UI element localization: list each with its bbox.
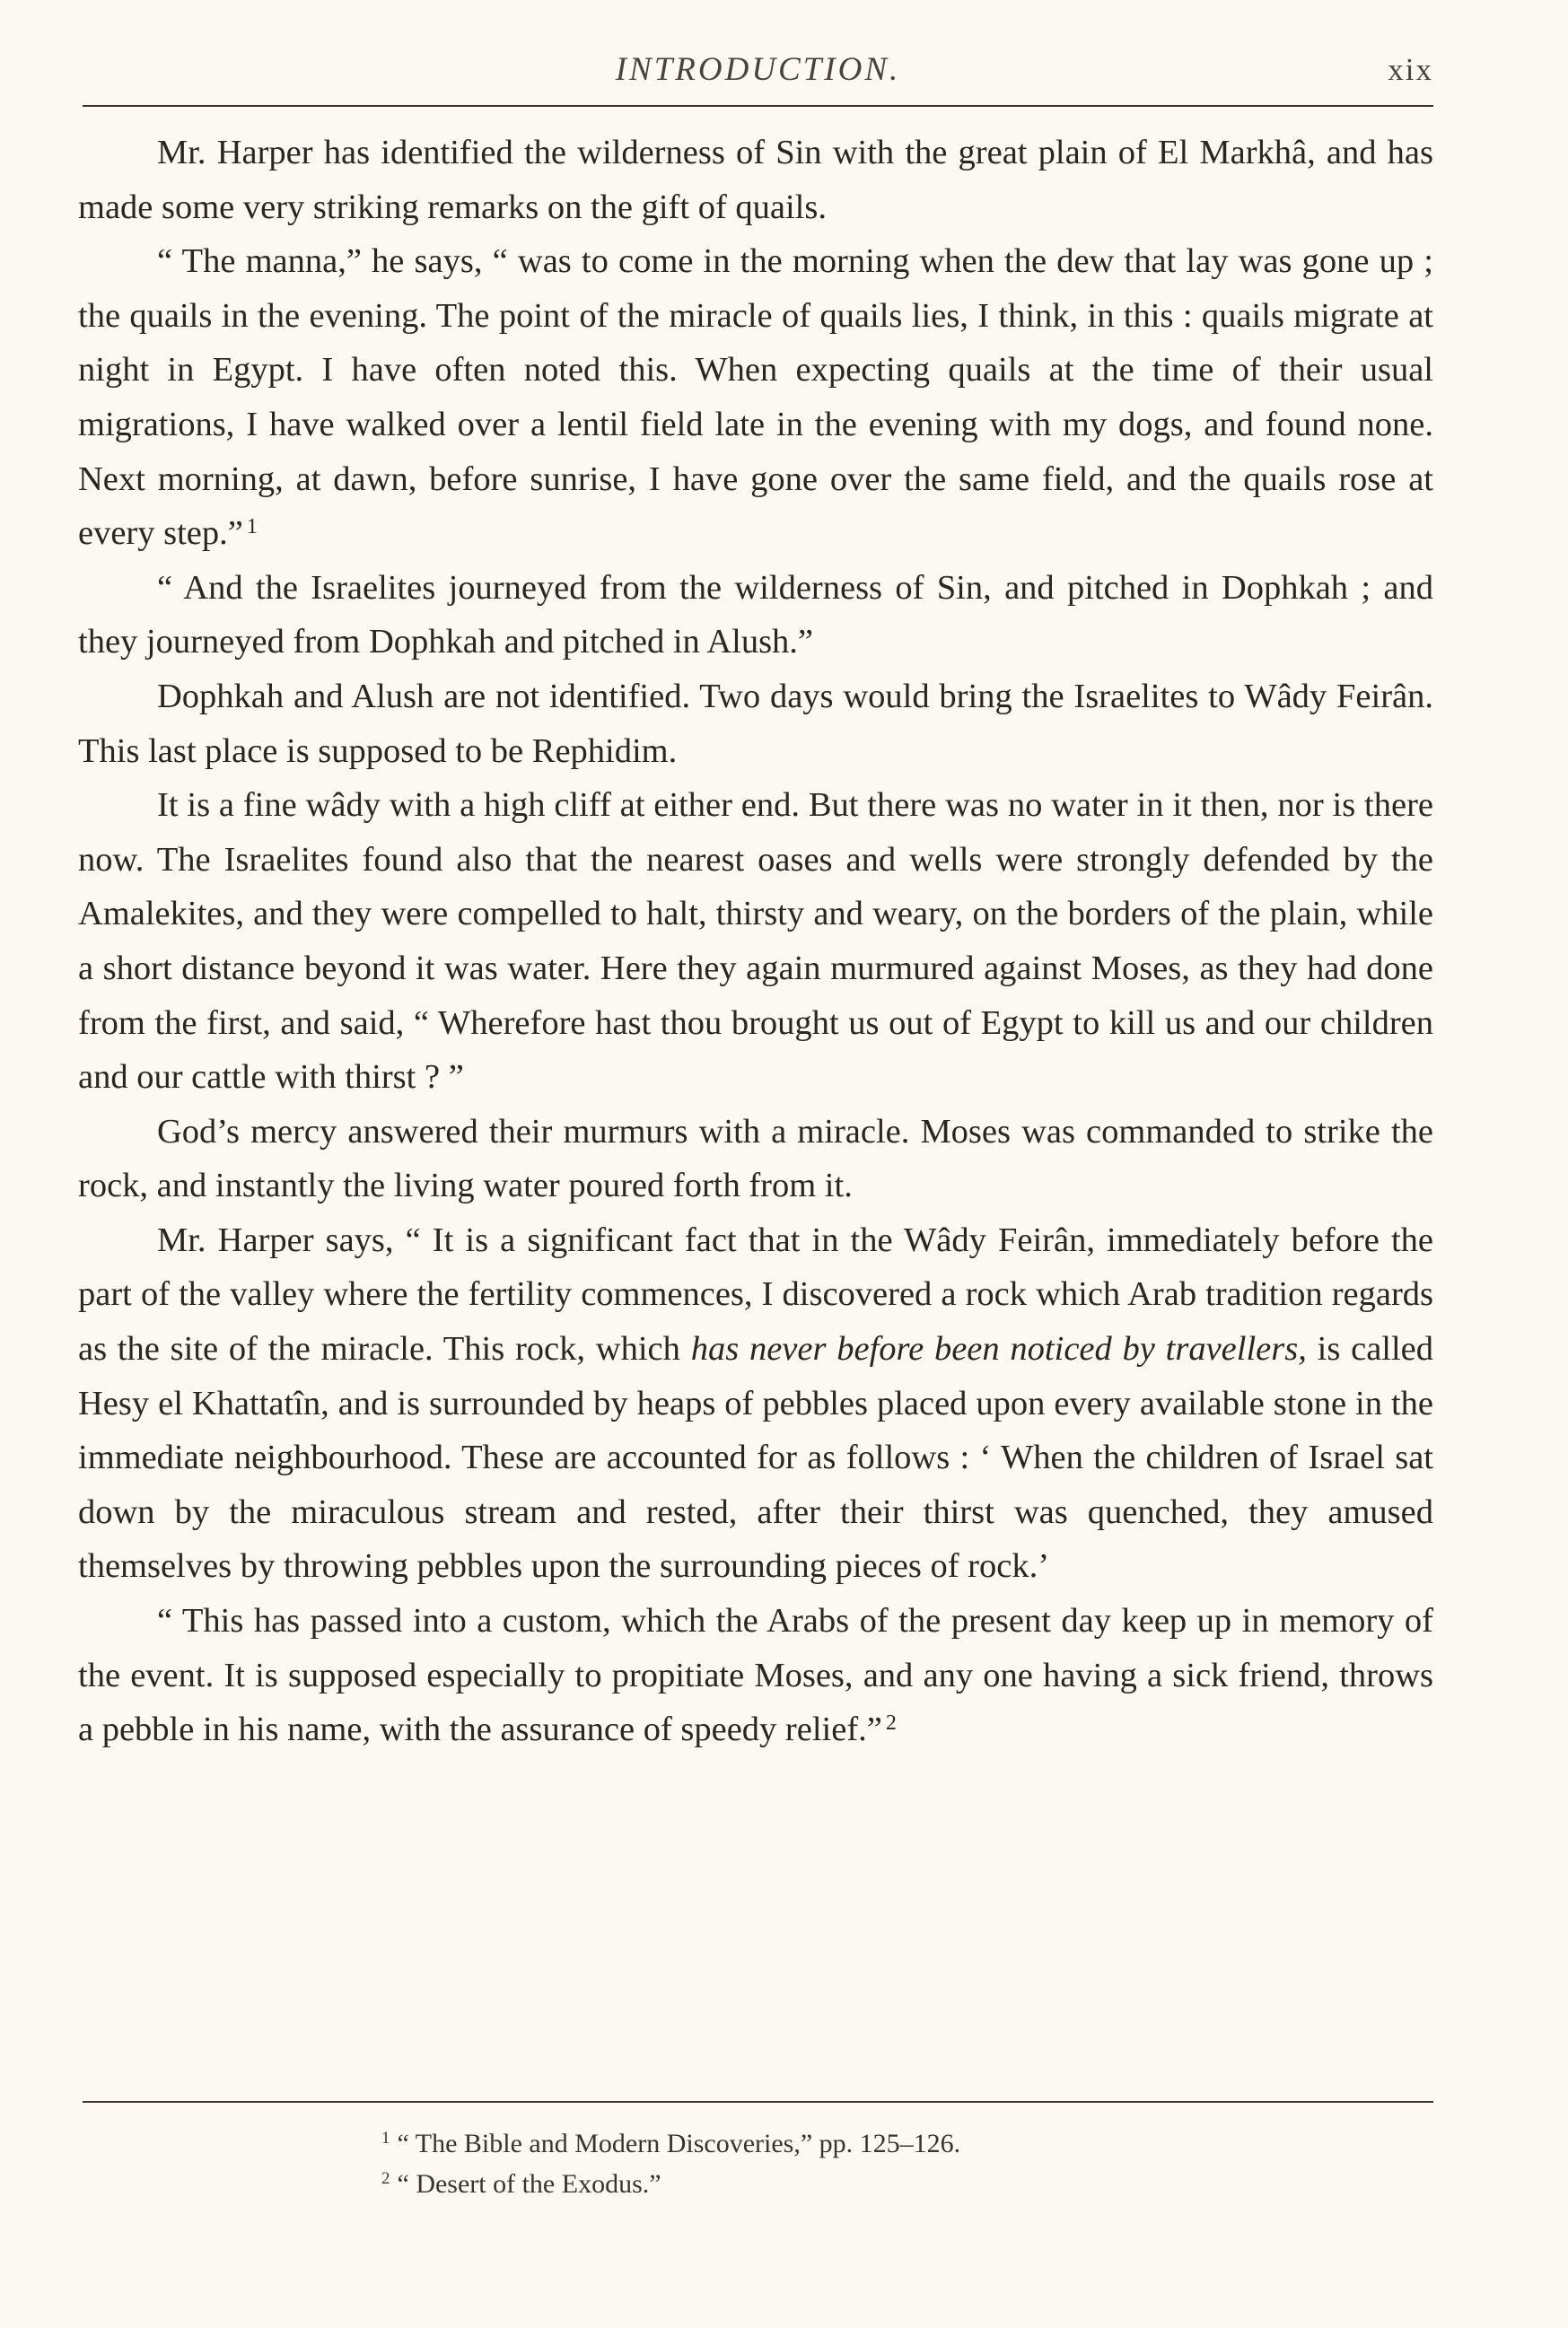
paragraph-1-text: Mr. Harper has identified the wilderness of Sin with the great plain of El Markhâ, and has made some very striking remarks on the gift of quails.	[78, 134, 1433, 226]
footnote-2	[381, 2164, 960, 2204]
paragraph-3-text: “ And the Israelites journeyed from the wilderness of Sin, and pitched in Dophkah ; and they journeyed from Dophkah and pitched in Alush.”	[78, 568, 1433, 661]
footnote-rule	[83, 2101, 1433, 2103]
paragraph-8-text: “ This has passed into a custom, which the Arabs of the present day keep up in memory of the event. It is supposed especially to propitiate Moses, and any one having a sick friend, throws a pebble in his name, with the assurance of speedy relief.”	[78, 1602, 1433, 1749]
footnote-text: “ Desert of the Exodus.”	[397, 2169, 661, 2199]
header-rule	[83, 105, 1433, 107]
body-text	[78, 126, 1433, 1757]
paragraph-3	[78, 561, 1433, 670]
italic-emphasis: has never before been noticed by travellers,	[690, 1330, 1307, 1369]
paragraph-2	[78, 234, 1433, 561]
paragraph-7-text-end: is called Hesy el Khattatîn, and is surrounded by heaps of pebbles placed upon every available stone in the immediate neighbourhood. These are accounted for as follows : ‘ When the children of Israel sat down by the miraculous stream and rested, after their thirst was quenched, they amused themselves by throwing pebbles upon the surrounding pieces of rock.’	[78, 1330, 1434, 1586]
paragraph-7-text-start: Mr. Harper says, “ It is a significant fact that in the Wâdy Feirân, immediately before the part of the valley where the fertility commences, I discovered a rock which Arab tradition regards as the site of the miracle. This rock, which	[78, 1221, 1433, 1369]
paragraph-7	[78, 1213, 1433, 1594]
paragraph-4-text: Dophkah and Alush are not identified. Two days would bring the Israelites to Wâdy Feirân. This last place is supposed to be Rephidim.	[78, 677, 1433, 770]
footnote-reference-2: 2	[885, 1711, 897, 1736]
paragraph-4	[78, 670, 1433, 778]
paragraph-6	[78, 1105, 1433, 1213]
footnote-mark: 1	[381, 2129, 390, 2148]
paragraph-5	[78, 778, 1433, 1105]
footnotes	[381, 2123, 960, 2204]
footnote-mark: 2	[381, 2169, 390, 2188]
paragraph-1	[78, 126, 1433, 234]
page-number: xix	[1388, 52, 1433, 87]
footnote-1	[381, 2123, 960, 2164]
paragraph-8	[78, 1594, 1433, 1757]
paragraph-5-text: It is a fine wâdy with a high cliff at either end. But there was no water in it then, nor is there now. The Israelites found also that the nearest oases and wells were strongly defended by the Amalekites, and they were compelled to halt, thirsty and weary, on the borders of the plain, while a short distance beyond it was water. Here they again murmured against Moses, as they had done from the first, and said, “ Wherefore hast thou brought us out of Egypt to kill us and our children and our cattle with thirst ? ”	[78, 786, 1433, 1097]
footnote-text: “ The Bible and Modern Discoveries,” pp. 125–126.	[397, 2129, 961, 2158]
paragraph-2-text: “ The manna,” he says, “ was to come in the morning when the dew that lay was gone up ; the quails in the evening. The point of the miracle of quails lies, I think, in this : quails migrate at night in Egypt. I have often noted this. When expecting quails at the time of their usual migrations, I have walked over a lentil field late in the evening with my dogs, and found none. Next morning, at dawn, before sunrise, I have gone over the same field, and the quails rose at every step.”	[78, 242, 1433, 553]
footnote-reference-1: 1	[246, 515, 258, 539]
running-head	[83, 50, 1433, 101]
paragraph-6-text: God’s mercy answered their murmurs with a miracle. Moses was commanded to strike the rock, and instantly the living water poured forth from it.	[78, 1112, 1433, 1205]
running-title: INTRODUCTION.	[615, 51, 901, 88]
